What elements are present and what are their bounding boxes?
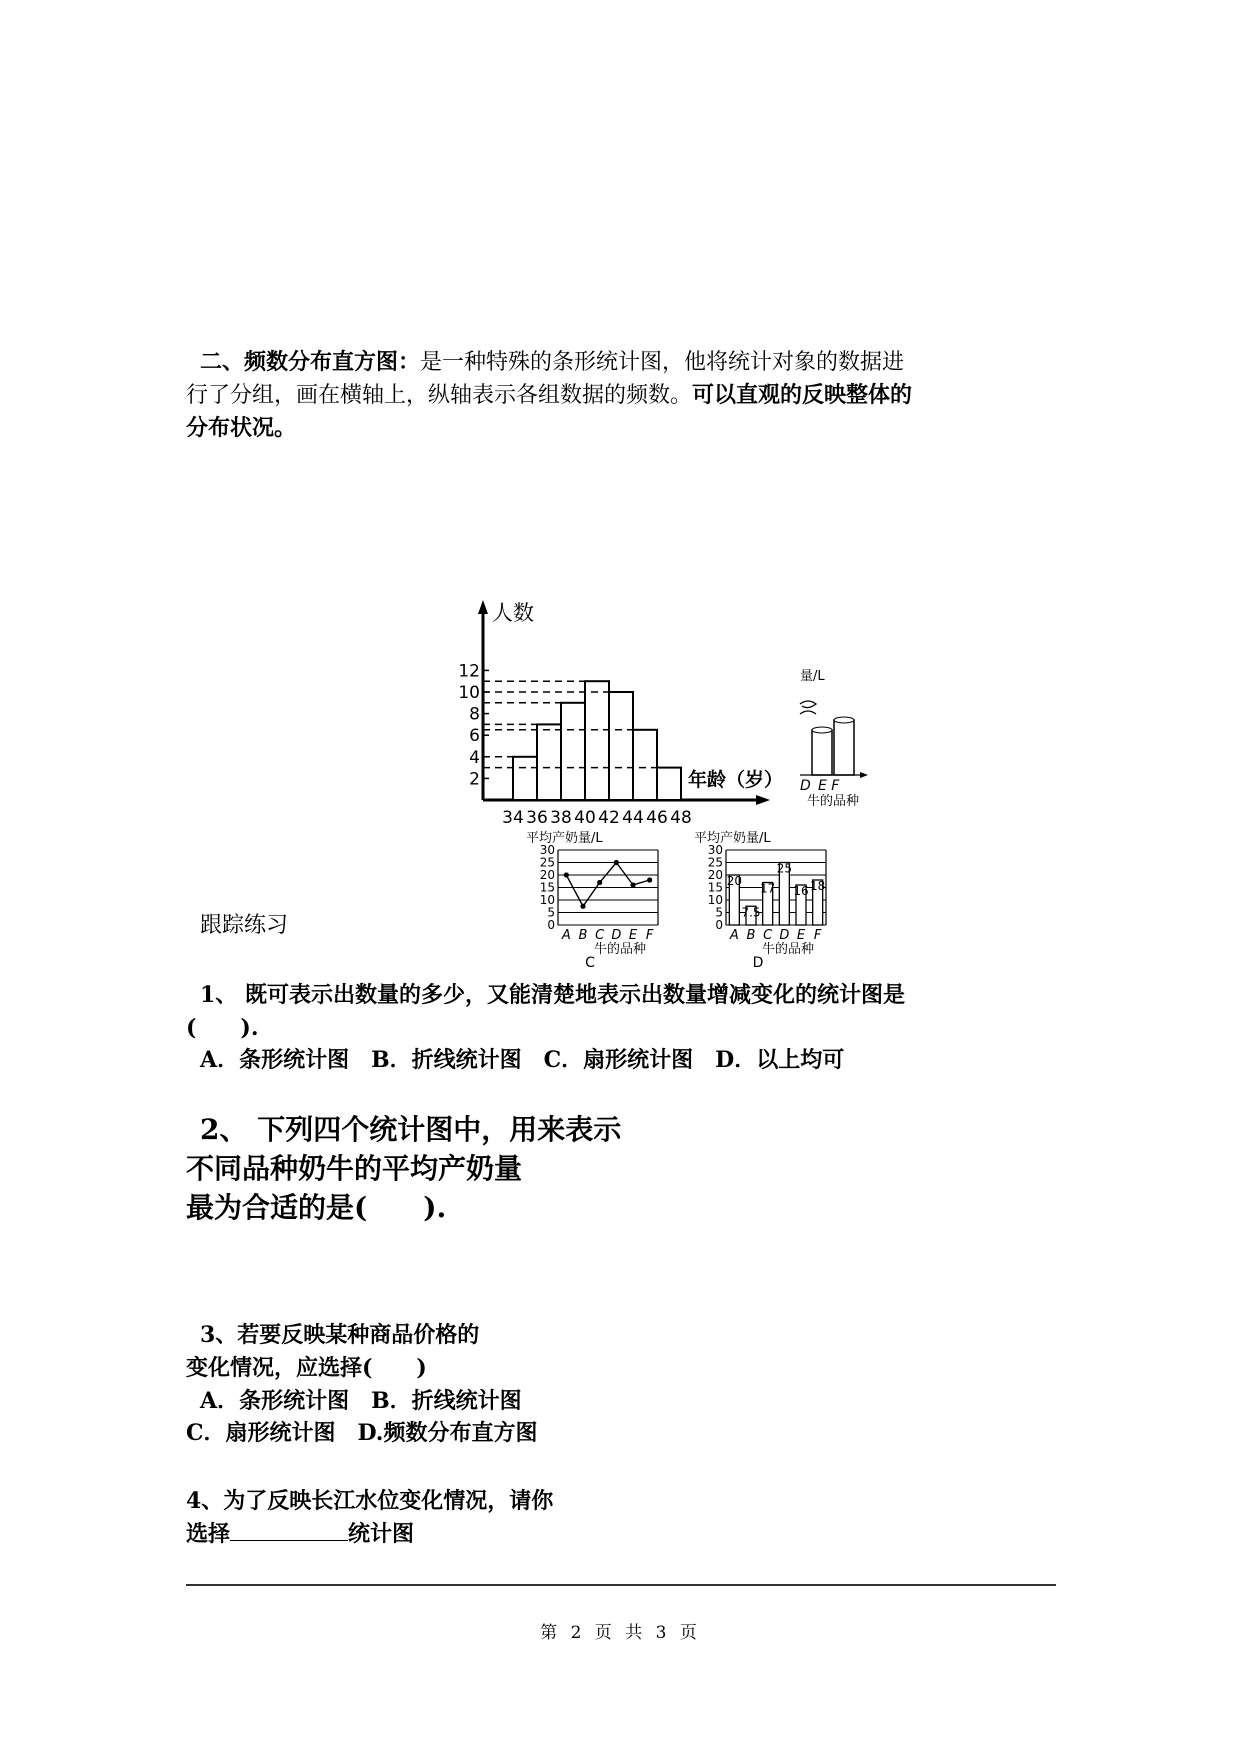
hist-bar [657,768,681,800]
small-ytick: 10 [539,893,555,907]
hist-ytick-label: 10 [458,683,480,703]
small-bar-label: 25 [776,861,792,876]
small-ytick: 20 [707,868,723,882]
partial-milk-pour [800,701,816,708]
hist-bar [537,724,561,800]
hist-x-arrow [756,795,770,805]
small-xtick: A [561,928,571,943]
small-ytick: 0 [715,918,723,932]
small-xlabel: 牛的品种 [593,942,647,957]
small-bar-label: 17 [760,881,776,896]
small-point [564,872,569,877]
small-xlabel: 牛的品种 [761,942,815,957]
hist-xtick-label: 42 [598,808,620,828]
small-ytick: 25 [707,855,723,870]
small-letter: C [585,955,595,971]
q3-line4: C．扇形统计图 D.频数分布直方图 [186,1420,538,1446]
footer-rule [186,1584,1056,1586]
small-point [647,877,652,882]
small-ytick: 30 [707,843,723,857]
hist-xtick-label: 40 [574,808,596,828]
practice-title: 跟踪练习 [200,913,289,938]
small-xtick: D [779,928,790,943]
small-ylabel: 平均产奶量/L [526,831,603,846]
small-point [630,882,635,887]
small-xtick: F [813,928,822,943]
small-ytick: 5 [715,905,723,920]
partial-xlabel: 牛的品种 [807,794,860,809]
q4-answer-blank[interactable] [230,1520,348,1541]
small-xtick: D [611,928,622,943]
small-ytick: 0 [547,918,555,932]
small-bar-label: 20 [726,874,742,888]
small-ytick: 25 [539,855,555,870]
q3-line1: 3、若要反映某种商品价格的 [200,1322,480,1348]
hist-ytick-label: 12 [458,661,480,682]
hist-ytick-label: 8 [469,704,480,725]
hist-xlabel: 年龄（岁） [688,769,784,791]
partial-ticks: E F [818,778,840,794]
small-xtick: B [746,928,756,943]
small-ytick: 30 [539,843,555,857]
small-letter: D [752,955,764,971]
small-bar-label: 16 [793,884,809,898]
small-ytick: 20 [539,868,555,882]
q4-suffix: 统计图 [348,1521,415,1547]
q2-line3: 最为合适的是( ). [186,1191,447,1224]
small-bar-label: 7.5 [741,905,761,920]
partial-ylabel: 量/L [800,669,825,684]
hist-xtick-label: 44 [622,808,644,828]
hist-xtick-label: 34 [502,808,524,828]
hist-y-arrow [478,600,488,614]
section2-line2 [186,378,912,409]
q4-prefix: 选择 [186,1521,231,1547]
q2-line2: 不同品种奶牛的平均产奶量 [186,1152,523,1185]
small-point [614,860,619,865]
figures [458,590,870,971]
small-ytick: 15 [539,880,555,895]
partial-chart [800,669,868,809]
q3-line2: 变化情况，应选择( ) [186,1355,427,1381]
section2-body-2: 行了分组，画在横轴上，纵轴表示各组数据的频数。 [186,383,693,408]
partial-bottle-1 [812,730,832,775]
histogram [458,600,783,828]
hist-ytick-label: 6 [469,726,480,747]
hist-xtick-label: 38 [550,808,572,828]
small-ytick: 10 [707,893,723,907]
q1-line2: ( ). [186,1015,259,1041]
section2-line1 [200,345,904,376]
small-bar-label: 18 [810,879,826,893]
hist-ytick-label: 4 [469,747,480,768]
small-point [597,880,602,885]
section2-heading: 二、频数分布直方图： [200,349,421,375]
q4-line2 [186,1517,414,1548]
hist-bar [633,730,657,800]
small-xtick: B [578,928,588,943]
hist-bar [561,703,585,800]
chart-d [694,830,826,971]
small-xtick: E [796,928,806,943]
hist-xtick-label: 46 [646,808,668,828]
hist-bar [609,692,633,800]
small-xtick: F [645,928,654,943]
chart-c [526,830,658,971]
small-xtick: A [729,928,739,943]
small-ylabel: 平均产奶量/L [694,831,771,846]
small-xtick: C [595,928,605,943]
section2-line3: 分布状况。 [186,415,297,441]
partial-bottle-2 [834,720,854,775]
q2-line1: 2、 下列四个统计图中，用来表示 [200,1113,622,1146]
small-xtick: C [763,928,773,943]
q1-options: A．条形统计图 B．折线统计图 C．扇形统计图 D．以上均可 [200,1047,845,1073]
hist-xtick-label: 48 [670,808,692,828]
small-xtick: E [628,928,638,943]
small-ytick: 15 [707,880,723,895]
small-point [580,904,585,909]
q4-line1: 4、为了反映长江水位变化情况，请你 [186,1488,554,1514]
hist-xtick-label: 36 [526,808,548,828]
q3-line3: A．条形统计图 B．折线统计图 [200,1388,522,1414]
partial-tick-d: D [800,778,811,794]
section2-body-1: 是一种特殊的条形统计图，他将统计对象的数据进 [420,350,905,375]
section2-body-2-bold: 可以直观的反映整体的 [692,382,913,408]
hist-bar [513,757,537,800]
hist-ytick-label: 2 [469,769,480,790]
hist-ylabel: 人数 [492,601,534,625]
page-footer: 第 2 页 共 3 页 [540,1623,701,1643]
small-ytick: 5 [547,905,555,920]
hist-bar [585,681,609,800]
q1-line1: 1、 既可表示出数量的多少，又能清楚地表示出数量增减变化的统计图是 [200,982,905,1008]
